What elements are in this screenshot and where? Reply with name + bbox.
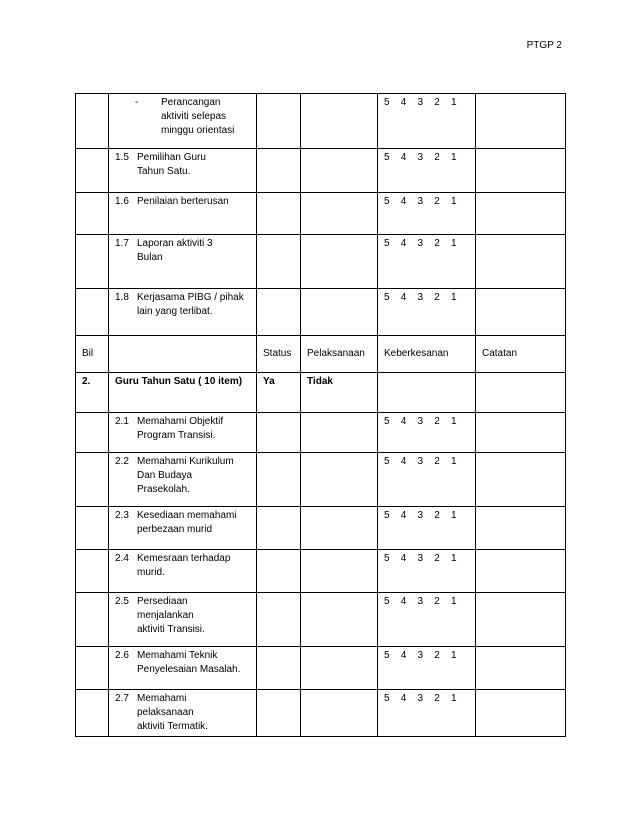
status-cell[interactable] [257,453,301,507]
rating-cell[interactable] [378,94,476,149]
item-text-line: Pemilihan Guru [137,152,206,163]
status-cell[interactable] [257,235,301,289]
table-row [76,507,566,550]
rating-option[interactable]: 2 [434,596,440,607]
pelaksanaan-cell[interactable] [301,593,378,647]
rating-option[interactable]: 3 [417,510,424,521]
rating-option[interactable]: 5 [384,238,390,249]
col-header-catatan: Catatan [476,336,566,373]
item-number: 2.2 [115,456,129,467]
table-row [76,289,566,336]
catatan-cell[interactable] [476,690,566,737]
item-number: 1.7 [115,238,129,249]
rating-option[interactable]: 2 [434,510,440,521]
item-text-line: Kesediaan memahami [137,510,237,521]
item-cell [109,453,257,507]
section-title: Guru Tahun Satu ( 10 item) [109,373,257,413]
item-text [137,455,250,497]
column-header-row [76,336,566,373]
table-row [76,550,566,593]
rating-option[interactable]: 4 [400,650,407,661]
status-cell[interactable] [257,550,301,593]
rating-cell[interactable] [378,647,476,690]
pelaksanaan-cell[interactable] [301,94,378,149]
bil-cell [76,193,109,235]
rating-option[interactable]: 3 [417,693,424,704]
rating-option[interactable]: 1 [451,97,457,108]
item-text-line: Memahami Objektif [137,416,224,427]
bil-cell [76,647,109,690]
rating-option[interactable]: 3 [417,650,424,661]
rating-option[interactable]: 5 [384,416,390,427]
bil-cell [76,550,109,593]
rating-option[interactable]: 4 [400,152,407,163]
table-row [76,193,566,235]
rating-cell[interactable] [378,453,476,507]
rating-option[interactable]: 3 [417,416,424,427]
bil-cell [76,94,109,149]
status-cell[interactable] [257,647,301,690]
rating-option[interactable]: 4 [400,553,407,564]
item-text-line: Kerjasama PIBG / pihak [137,292,244,303]
rating-option[interactable]: 4 [400,196,407,207]
rating-cell[interactable] [378,413,476,453]
item-text [137,692,250,734]
item-text-line: Laporan aktiviti 3 [137,238,213,249]
bil-cell [76,235,109,289]
item-text [137,237,250,265]
rating-option[interactable]: 3 [417,596,424,607]
catatan-cell[interactable] [476,235,566,289]
rating-option[interactable]: 5 [384,510,390,521]
pelaksanaan-cell[interactable] [301,507,378,550]
col-header-keberkesanan: Keberkesanan [378,336,476,373]
pelaksanaan-cell[interactable] [301,149,378,193]
catatan-cell[interactable] [476,193,566,235]
rating-option[interactable]: 1 [451,510,457,521]
rating-option[interactable]: 2 [434,456,440,467]
rating-option[interactable]: 4 [400,97,407,108]
keberkesanan-cell [378,373,476,413]
item-text [161,96,250,138]
bil-cell [76,289,109,336]
item-number: 2.3 [115,510,129,521]
catatan-cell[interactable] [476,289,566,336]
rating-option[interactable]: 4 [400,416,407,427]
evaluation-table [75,93,566,737]
rating-cell[interactable] [378,235,476,289]
item-number: 2.4 [115,553,129,564]
rating-option[interactable]: 1 [451,238,457,249]
rating-option[interactable]: 5 [384,693,390,704]
rating-option[interactable]: 5 [384,650,390,661]
rating-option[interactable]: 2 [434,196,440,207]
item-text-line: aktiviti Transisi. [137,624,205,635]
item-cell [109,289,257,336]
rating-option[interactable]: 5 [384,596,390,607]
rating-option[interactable]: 3 [417,196,424,207]
rating-option[interactable]: 1 [451,693,457,704]
item-text-line: Bulan [137,252,163,263]
rating-option[interactable]: 2 [434,693,440,704]
status-cell[interactable] [257,507,301,550]
status-tidak: Tidak [301,373,378,413]
catatan-cell[interactable] [476,149,566,193]
item-text-line: Penilaian berterusan [137,196,229,207]
rating-cell[interactable] [378,289,476,336]
bil-cell [76,149,109,193]
rating-option[interactable]: 4 [400,292,407,303]
item-text-line: minggu orientasi [161,125,235,136]
item-cell [109,193,257,235]
bil-cell [76,413,109,453]
rating-cell[interactable] [378,193,476,235]
col-header-bil: Bil [76,336,109,373]
catatan-cell [476,373,566,413]
item-text-line: Memahami Kurikulum [137,456,234,467]
item-text-line: Prasekolah. [137,484,190,495]
rating-option[interactable]: 4 [400,510,407,521]
table-row [76,94,566,149]
item-text-line: aktiviti Termatik. [137,721,208,732]
rating-option[interactable]: 3 [417,97,424,108]
section-header-row [76,373,566,413]
item-text [137,595,250,637]
status-cell[interactable] [257,289,301,336]
item-text-line: Penyelesaian Masalah. [137,664,241,675]
status-cell[interactable] [257,690,301,737]
status-ya: Ya [257,373,301,413]
table-row [76,235,566,289]
item-text [137,195,250,209]
table-row [76,690,566,737]
catatan-cell[interactable] [476,550,566,593]
item-text [137,552,250,580]
rating-option[interactable]: 2 [434,238,440,249]
rating-option[interactable]: 4 [400,456,407,467]
item-number: 2.5 [115,596,129,607]
item-cell [109,690,257,737]
item-number: 1.6 [115,196,129,207]
rating-option[interactable]: 1 [451,650,457,661]
item-number: - [135,97,139,108]
rating-option[interactable]: 1 [451,416,457,427]
item-text [137,415,250,443]
catatan-cell[interactable] [476,507,566,550]
item-cell [109,647,257,690]
status-cell[interactable] [257,94,301,149]
pelaksanaan-cell[interactable] [301,690,378,737]
rating-option[interactable]: 2 [434,292,440,303]
bil-cell [76,453,109,507]
item-text-line: pelaksanaan [137,707,194,718]
table-row [76,647,566,690]
item-number: 1.5 [115,152,129,163]
item-cell [109,235,257,289]
rating-option[interactable]: 5 [384,292,390,303]
rating-option[interactable]: 2 [434,650,440,661]
rating-option[interactable]: 3 [417,456,424,467]
rating-option[interactable]: 2 [434,152,440,163]
item-number: 2.7 [115,693,129,704]
page-header-label: PTGP 2 [526,40,562,51]
item-number: 1.8 [115,292,129,303]
item-text-line: menjalankan [137,610,194,621]
rating-option[interactable]: 2 [434,97,440,108]
pelaksanaan-cell[interactable] [301,193,378,235]
item-text-line: Kemesraan terhadap [137,553,231,564]
item-number: 2.1 [115,416,129,427]
item-text [137,151,250,179]
status-cell[interactable] [257,413,301,453]
rating-option[interactable]: 3 [417,292,424,303]
rating-option[interactable]: 5 [384,553,390,564]
status-cell[interactable] [257,149,301,193]
catatan-cell[interactable] [476,647,566,690]
item-cell [109,550,257,593]
rating-option[interactable]: 1 [451,553,457,564]
col-header-item [109,336,257,373]
rating-option[interactable]: 2 [434,553,440,564]
item-text-line: Dan Budaya [137,470,193,481]
item-text-line: Perancangan [161,97,221,108]
table-row [76,453,566,507]
rating-option[interactable]: 1 [451,196,457,207]
catatan-cell[interactable] [476,453,566,507]
table-row [76,593,566,647]
item-text-line: lain yang terlibat. [137,306,213,317]
col-header-status: Status [257,336,301,373]
item-text [137,649,250,677]
item-text-line: Memahami Teknik [137,650,218,661]
pelaksanaan-cell[interactable] [301,647,378,690]
item-text [137,509,250,537]
rating-option[interactable]: 3 [417,238,424,249]
item-cell [109,593,257,647]
rating-option[interactable]: 5 [384,196,390,207]
rating-option[interactable]: 3 [417,152,424,163]
rating-option[interactable]: 1 [451,456,457,467]
col-header-pelaksanaan: Pelaksanaan [301,336,378,373]
pelaksanaan-cell[interactable] [301,550,378,593]
rating-cell[interactable] [378,149,476,193]
item-text [137,291,250,319]
bil-cell [76,507,109,550]
item-text-line: Persediaan [137,596,188,607]
rating-cell[interactable] [378,690,476,737]
pelaksanaan-cell[interactable] [301,235,378,289]
bil-cell [76,690,109,737]
status-cell[interactable] [257,193,301,235]
item-cell [109,507,257,550]
rating-option[interactable]: 1 [451,292,457,303]
catatan-cell[interactable] [476,413,566,453]
item-cell [109,413,257,453]
item-text-line: murid. [137,567,165,578]
rating-option[interactable]: 4 [400,238,407,249]
item-cell [109,149,257,193]
rating-option[interactable]: 5 [384,97,390,108]
status-cell[interactable] [257,593,301,647]
item-text-line: Memahami [137,693,187,704]
bil-cell [76,593,109,647]
pelaksanaan-cell[interactable] [301,289,378,336]
rating-cell[interactable] [378,593,476,647]
catatan-cell[interactable] [476,94,566,149]
pelaksanaan-cell[interactable] [301,453,378,507]
item-text-line: perbezaan murid [137,524,213,535]
catatan-cell[interactable] [476,593,566,647]
table-row [76,413,566,453]
rating-option[interactable]: 5 [384,152,390,163]
pelaksanaan-cell[interactable] [301,413,378,453]
rating-option[interactable]: 4 [400,693,407,704]
rating-cell[interactable] [378,550,476,593]
section-number: 2. [76,373,109,413]
rating-option[interactable]: 1 [451,596,457,607]
item-text-line: aktiviti selepas [161,111,227,122]
rating-option[interactable]: 4 [400,596,407,607]
item-number: 2.6 [115,650,129,661]
rating-option[interactable]: 3 [417,553,424,564]
rating-option[interactable]: 2 [434,416,440,427]
item-cell [109,94,257,149]
rating-cell[interactable] [378,507,476,550]
item-text-line: Program Transisi. [137,430,216,441]
rating-option[interactable]: 1 [451,152,457,163]
rating-option[interactable]: 5 [384,456,390,467]
table-row [76,149,566,193]
item-text-line: Tahun Satu. [137,166,191,177]
